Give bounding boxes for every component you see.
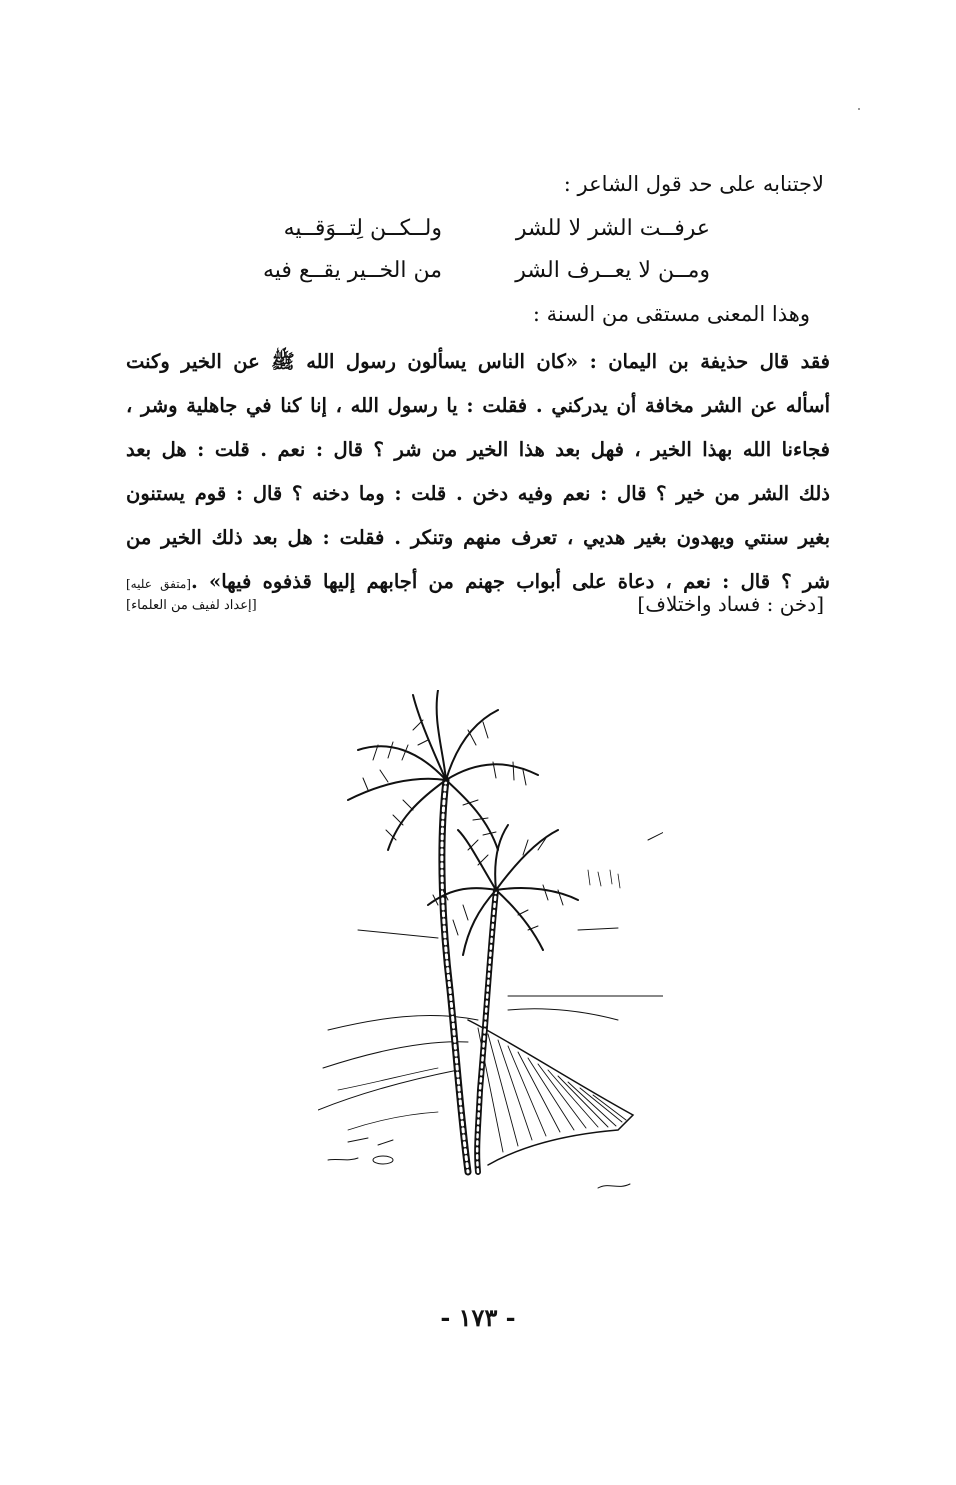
- hadith-line: أسأله عن الشر مخافة أن يدركني . فقلت : يا رسول الله ، إنا كنا في جاهلية وشر ،: [126, 394, 830, 417]
- palm-trees-tent-illustration: [318, 690, 663, 1210]
- poem-verse2-first-hemistich: ومــن لا يعــرف الشر: [515, 258, 710, 283]
- hadith-line: شر ؟ قال : نعم ، دعاة على أبواب جهنم من أجابهم إليها قذفوه فيها» .: [190, 570, 830, 593]
- speck-mark: [858, 108, 860, 110]
- hadith-line: فقد قال حذيفة بن اليمان : «كان الناس يسألون رسول الله ﷺ عن الخير وكنت: [126, 350, 830, 373]
- page-number: - ١٧٣ -: [440, 1303, 516, 1332]
- hadith-line: فجاءنا الله بهذا الخير ، فهل بعد هذا الخير من شر ؟ قال : نعم . قلت : هل بعد: [126, 438, 830, 461]
- credit-note: [إعداد لفيف من العلماء]: [126, 598, 257, 613]
- hadith-paragraph: [126, 340, 830, 606]
- hadith-line: بغير سنتي ويهدون بغير هديي ، تعرف منهم وتنكر . فقلت : هل بعد ذلك الخير من: [126, 526, 830, 549]
- source-reference: [متفق عليه]: [126, 577, 191, 591]
- poem-verse1-second-hemistich: ولــكــن لِتــوَقــيه: [283, 216, 442, 241]
- poem-verse1-first-hemistich: عرفــت الشر لا للشر: [515, 216, 710, 241]
- intro-line: لاجتنابه على حد قول الشاعر :: [563, 172, 824, 196]
- word-gloss: [دخن : فساد واختلاف]: [637, 592, 824, 616]
- hadith-line: ذلك الشر من خير ؟ قال : نعم وفيه دخن . قلت : وما دخنه ؟ قال : قوم يستنون: [126, 482, 830, 505]
- sunna-intro-line: وهذا المعنى مستقى من السنة :: [532, 302, 810, 326]
- poem-verse2-second-hemistich: من الخــير يقــع فيه: [263, 258, 442, 283]
